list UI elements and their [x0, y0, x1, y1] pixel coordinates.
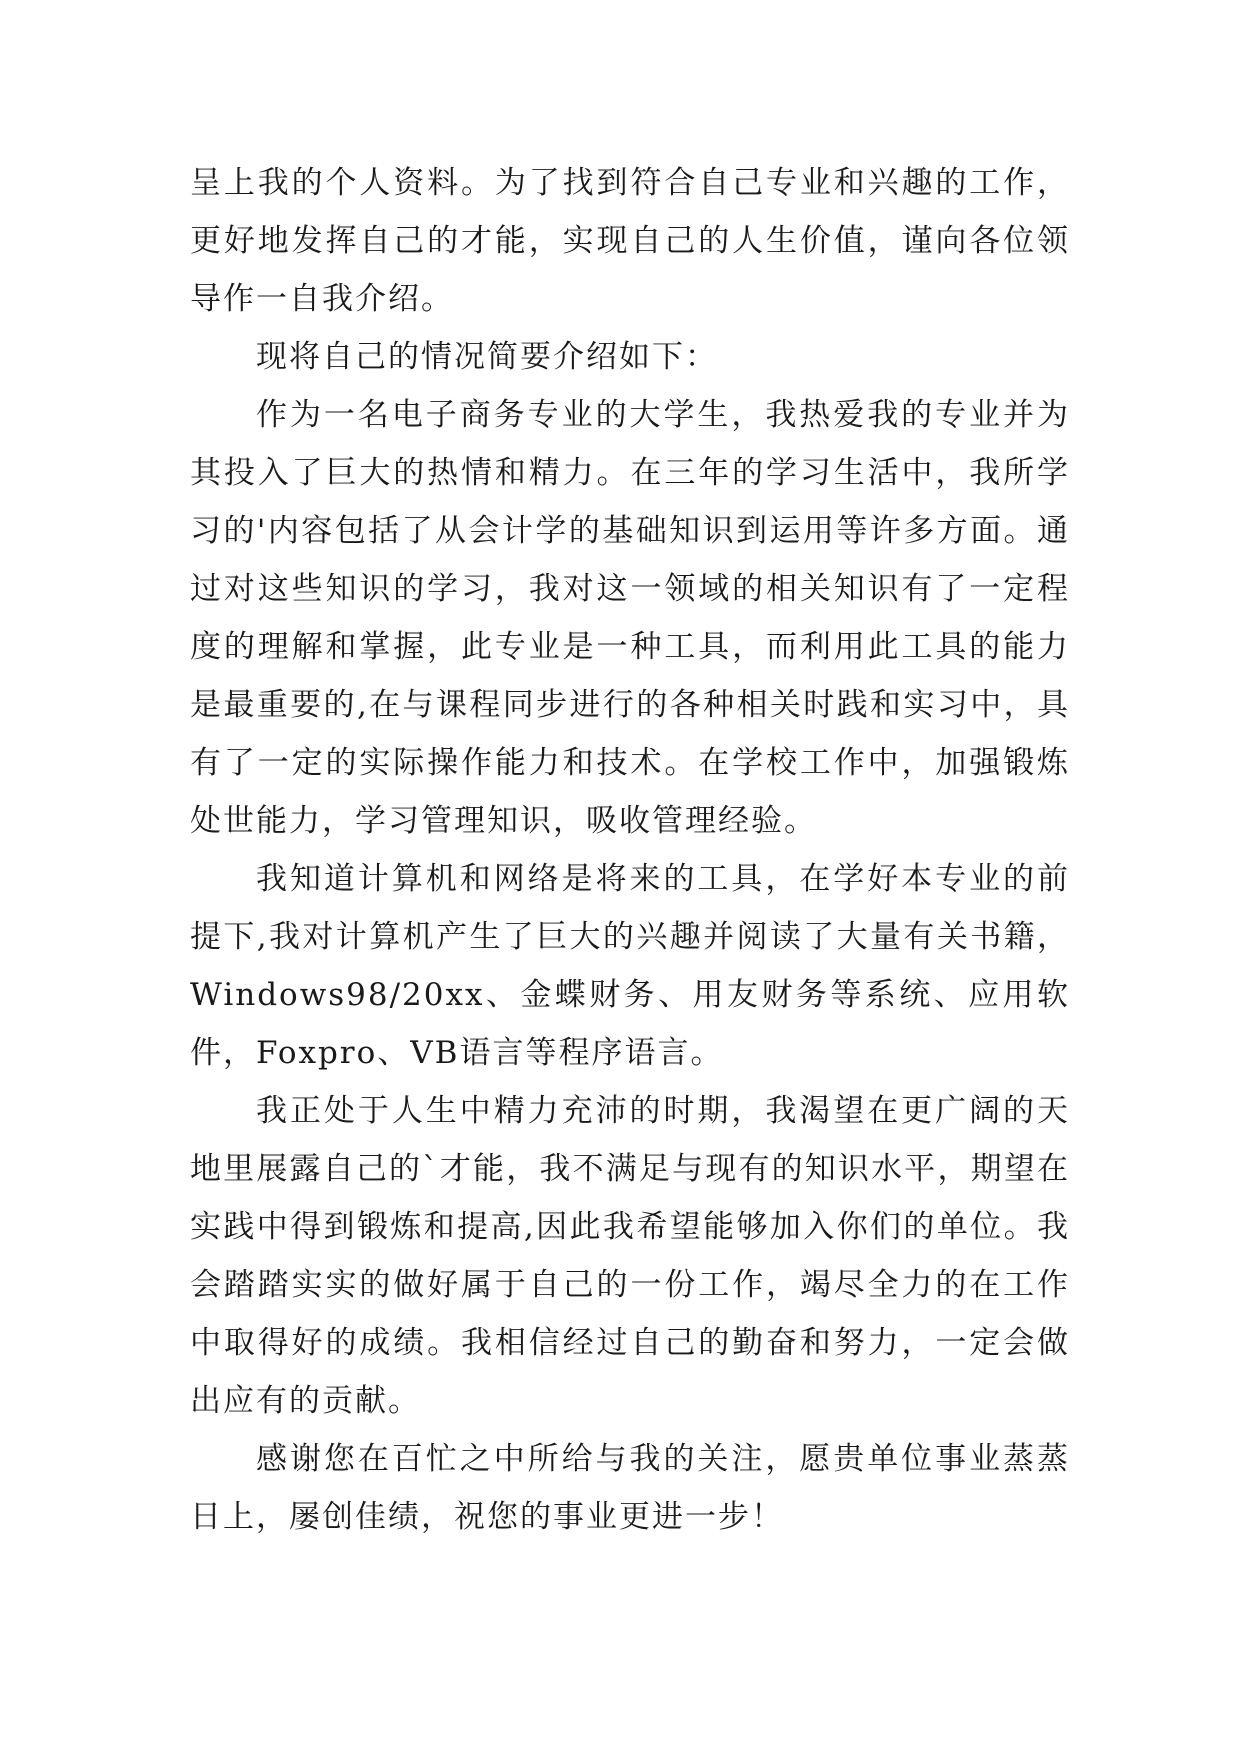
paragraph-intro: 呈上我的个人资料。为了找到符合自己专业和兴趣的工作，更好地发挥自己的才能，实现自己的人生价值，谨向各位领导作一自我介绍。: [190, 165, 1070, 317]
paragraph-education: 作为一名电子商务专业的大学生，我热爱我的专业并为其投入了巨大的热情和精力。在三年的学习生活中，我所学习的'内容包括了从会计学的基础知识到运用等许多方面。通过对这些知识的学习，我对这一领域的相关知识有了一定程度的理解和掌握，此专业是一种工具，而利用此工具的能力是最重要的,在与课程同步进行的各种相关时践和实习中，具有了一定的实际操作能力和技术。在学校工作中，加强锻炼处世能力，学习管理知识，吸收管理经验。: [190, 397, 1070, 839]
paragraph-closing: 感谢您在百忙之中所给与我的关注，愿贵单位事业蒸蒸日上，屡创佳绩，祝您的事业更进一步！: [190, 1441, 1070, 1535]
paragraph-computer-skills: 我知道计算机和网络是将来的工具，在学好本专业的前提下,我对计算机产生了巨大的兴趣并阅读了大量有关书籍，Windows98/20xx、金蝶财务、用友财务等系统、应用软件，Foxpro、VB语言等程序语言。: [190, 861, 1070, 1071]
document-body: [190, 154, 1070, 1546]
paragraph-overview: 现将自己的情况简要介绍如下：: [256, 339, 718, 375]
paragraph-aspiration: 我正处于人生中精力充沛的时期，我渴望在更广阔的天地里展露自己的`才能，我不满足与现有的知识水平，期望在实践中得到锻炼和提高,因此我希望能够加入你们的单位。我会踏踏实实的做好属于自己的一份工作，竭尽全力的在工作中取得好的成绩。我相信经过自己的勤奋和努力，一定会做出应有的贡献。: [190, 1093, 1070, 1419]
